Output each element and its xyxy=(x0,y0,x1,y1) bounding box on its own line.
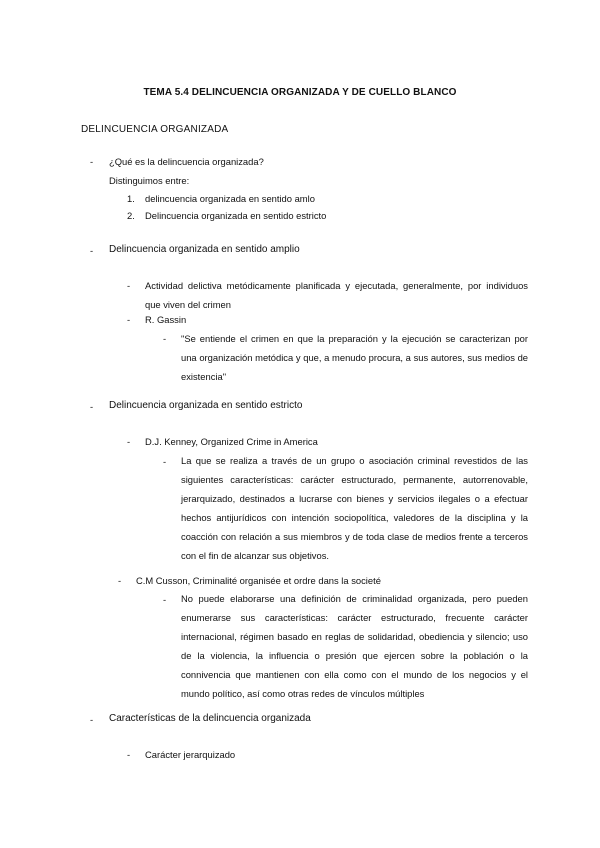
author-name: R. Gassin xyxy=(145,314,187,325)
bullet-dash: - xyxy=(90,401,94,412)
bullet-dash: - xyxy=(127,280,131,291)
author-name: D.J. Kenney, Organized Crime in America xyxy=(145,436,318,447)
bullet-dash: - xyxy=(163,594,167,605)
bullet-dash: - xyxy=(90,156,94,167)
bullet-dash: - xyxy=(118,575,122,586)
bullet-dash: - xyxy=(163,333,167,344)
bullet-dash: - xyxy=(90,245,94,256)
section-heading: DELINCUENCIA ORGANIZADA xyxy=(81,124,229,135)
list-item-text: Delincuencia organizada en sentido estricto xyxy=(145,210,327,221)
subsection-heading: Delincuencia organizada en sentido estricto xyxy=(109,400,303,411)
quote-paragraph: "Se entiende el crimen en que la preparación y la ejecución se caracterizan por una organización metódica y que, a menudo procura, a sus autores, sus medios de existencia" xyxy=(181,333,528,382)
definition-paragraph: Actividad delictiva metódicamente planificada y ejecutada, generalmente, por individuos que viven del crimen xyxy=(145,280,528,310)
definition-paragraph: La que se realiza a través de un grupo o asociación criminal revestidos de las siguientes características: carácter estructurado, permanente, autorrenovable, jerarquizado, destinados a lucrarse con bienes y servicios ilegales o a efectuar hechos antijurídicos con intención sociopolítica, valedores de la disciplina y la coacción con relación a sus miembros y de toda clase de medios frente a terceros con el fin de alcanzar sus objetivos. xyxy=(181,455,528,561)
intro-text: Distinguimos entre: xyxy=(109,175,190,186)
question-text: ¿Qué es la delincuencia organizada? xyxy=(109,156,264,167)
definition-paragraph: No puede elaborarse una definición de criminalidad organizada, pero pueden enumerarse sus características: carácter estructurado, frecuente carácter internacional, régimen basado en reglas de solidaridad, obediencia y silencio; uso de la violencia, la influencia o presión que ejercen sobre la población o la connivencia que mantienen con ella como con el mundo de los negocios y el mundo político, así como otras redes de vínculos múltiples xyxy=(181,593,528,699)
page-title: TEMA 5.4 DELINCUENCIA ORGANIZADA Y DE CUELLO BLANCO xyxy=(143,87,457,98)
bullet-dash: - xyxy=(127,314,131,325)
list-item-number: 2. xyxy=(127,210,135,221)
subsection-heading: Delincuencia organizada en sentido amplio xyxy=(109,244,300,255)
author-name: C.M Cusson, Criminalité organisée et ordre dans la societé xyxy=(136,575,381,586)
list-item-text: Carácter jerarquizado xyxy=(145,749,236,760)
bullet-dash: - xyxy=(90,714,94,725)
list-item-text: delincuencia organizada en sentido amlo xyxy=(145,193,315,204)
bullet-dash: - xyxy=(127,436,131,447)
list-item-number: 1. xyxy=(127,193,135,204)
bullet-dash: - xyxy=(127,749,131,760)
subsection-heading: Características de la delincuencia organizada xyxy=(109,713,311,724)
bullet-dash: - xyxy=(163,456,167,467)
